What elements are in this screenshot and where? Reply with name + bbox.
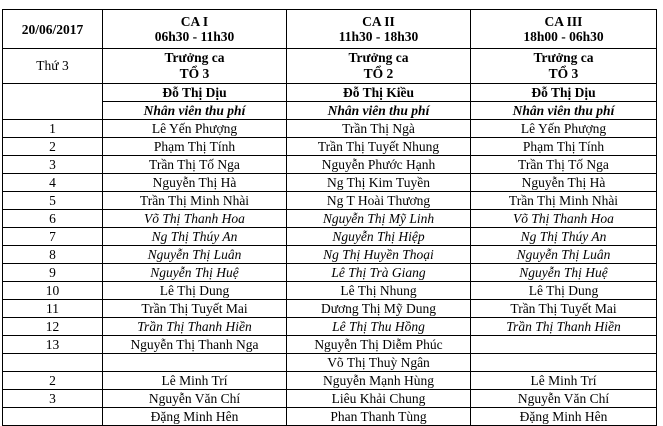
shift-1-staff: Lê Thị Dung: [103, 282, 287, 300]
shift-3-lead-label: Trưởng ca: [533, 50, 594, 65]
row-number: [3, 354, 103, 372]
empty-cell: [3, 84, 103, 102]
shift-3-staff: Nguyễn Văn Chí: [471, 390, 657, 408]
table-row: [3, 138, 657, 156]
shift-3-staff: Ng Thị Thúy An: [471, 228, 657, 246]
shift-2-staff: Nguyễn Mạnh Hùng: [287, 372, 471, 390]
table-row: [3, 318, 657, 336]
shift-1-staff: Nguyễn Thị Luân: [103, 246, 287, 264]
shift-2-staff: Phan Thanh Tùng: [287, 408, 471, 426]
day-cell: Thứ 3: [3, 49, 103, 84]
row-number: 3: [3, 156, 103, 174]
shift-2-team: TỔ 2: [363, 66, 394, 81]
shift-2-staff: Lê Thị Trà Giang: [287, 264, 471, 282]
shift-2-staff: Trần Thị Ngà: [287, 120, 471, 138]
date-cell: 20/06/2017: [3, 10, 103, 49]
shift-3-name: CA III: [544, 14, 583, 29]
shift-1-staff: Trần Thị Thanh Hiền: [103, 318, 287, 336]
shift-2-name: CA II: [362, 14, 395, 29]
shift-2-staff: Lê Thị Thu Hồng: [287, 318, 471, 336]
shift-2-lead: [287, 49, 471, 84]
shift-1-staff: Nguyễn Thị Huệ: [103, 264, 287, 282]
table-row: [3, 264, 657, 282]
shift-3-staff: Lê Minh Trí: [471, 372, 657, 390]
shift-2-staff: Trần Thị Tuyết Nhung: [287, 138, 471, 156]
shift-1-staff: Lê Minh Trí: [103, 372, 287, 390]
shift-2-lead-name: Đỗ Thị Kiều: [287, 84, 471, 102]
shift-3-staff: [471, 336, 657, 354]
shift-1-staff-label: Nhân viên thu phí: [103, 102, 287, 120]
shift-1-staff: Ng Thị Thúy An: [103, 228, 287, 246]
table-row: [3, 192, 657, 210]
row-number: 3: [3, 390, 103, 408]
row-number: 2: [3, 138, 103, 156]
staff-label-row: [3, 102, 657, 120]
shift-schedule-table: [2, 9, 657, 426]
shift-3-staff: Trần Thị Thanh Hiền: [471, 318, 657, 336]
row-number: 4: [3, 174, 103, 192]
shift-3-staff: Trần Thị Tuyết Mai: [471, 300, 657, 318]
shift-2-staff: Võ Thị Thuỳ Ngân: [287, 354, 471, 372]
shift-3-staff-label: Nhân viên thu phí: [471, 102, 657, 120]
row-number: 11: [3, 300, 103, 318]
shift-2-lead-label: Trưởng ca: [348, 50, 409, 65]
shift-header-row: [3, 10, 657, 49]
shift-3-lead: [471, 49, 657, 84]
shift-1-staff: [103, 354, 287, 372]
table-row: [3, 372, 657, 390]
shift-1-staff: Võ Thị Thanh Hoa: [103, 210, 287, 228]
shift-2-time: 11h30 - 18h30: [338, 29, 419, 44]
shift-1-staff: Trần Thị Minh Nhài: [103, 192, 287, 210]
shift-1-lead: [103, 49, 287, 84]
shift-3-staff: Trần Thị Minh Nhài: [471, 192, 657, 210]
shift-1-time: 06h30 - 11h30: [154, 29, 235, 44]
shift-3-time: 18h00 - 06h30: [523, 29, 604, 44]
shift-3-staff: Đặng Minh Hên: [471, 408, 657, 426]
shift-2-staff: Nguyễn Phước Hạnh: [287, 156, 471, 174]
shift-3-staff: Võ Thị Thanh Hoa: [471, 210, 657, 228]
shift-1-staff: Đặng Minh Hên: [103, 408, 287, 426]
shift-2-staff: Dương Thị Mỹ Dung: [287, 300, 471, 318]
shift-3-header: [471, 10, 657, 49]
table-row: [3, 246, 657, 264]
shift-1-lead-name: Đỗ Thị Dịu: [103, 84, 287, 102]
table-row: [3, 156, 657, 174]
row-number: 6: [3, 210, 103, 228]
shift-3-staff: Phạm Thị Tính: [471, 138, 657, 156]
row-number: 12: [3, 318, 103, 336]
table-row: [3, 354, 657, 372]
lead-row: [3, 49, 657, 84]
shift-1-team: TỔ 3: [179, 66, 210, 81]
row-number: 10: [3, 282, 103, 300]
table-row: [3, 282, 657, 300]
shift-1-staff: Nguyễn Thị Hà: [103, 174, 287, 192]
shift-1-staff: Lê Yến Phượng: [103, 120, 287, 138]
shift-2-staff: Ng Thị Kim Tuyền: [287, 174, 471, 192]
table-row: [3, 300, 657, 318]
shift-2-header: [287, 10, 471, 49]
shift-1-lead-label: Trưởng ca: [164, 50, 225, 65]
row-number: 5: [3, 192, 103, 210]
row-number: 9: [3, 264, 103, 282]
shift-2-staff: Ng T Hoài Thương: [287, 192, 471, 210]
shift-3-staff: Lê Yến Phượng: [471, 120, 657, 138]
row-number: [3, 408, 103, 426]
shift-2-staff-label: Nhân viên thu phí: [287, 102, 471, 120]
shift-2-staff: Ng Thị Huyền Thoại: [287, 246, 471, 264]
shift-1-staff: Trần Thị Tố Nga: [103, 156, 287, 174]
shift-1-staff: Nguyễn Thị Thanh Nga: [103, 336, 287, 354]
row-number: 8: [3, 246, 103, 264]
shift-1-header: [103, 10, 287, 49]
table-row: [3, 336, 657, 354]
empty-cell: [3, 102, 103, 120]
shift-3-team: TỔ 3: [548, 66, 579, 81]
shift-2-staff: Liêu Khải Chung: [287, 390, 471, 408]
table-row: [3, 210, 657, 228]
shift-3-staff: [471, 354, 657, 372]
row-number: 1: [3, 120, 103, 138]
row-number: 2: [3, 372, 103, 390]
lead-name-row: [3, 84, 657, 102]
shift-1-staff: Phạm Thị Tính: [103, 138, 287, 156]
shift-3-staff: Nguyễn Thị Hà: [471, 174, 657, 192]
shift-1-staff: Nguyễn Văn Chí: [103, 390, 287, 408]
shift-2-staff: Nguyễn Thị Diễm Phúc: [287, 336, 471, 354]
table-row: [3, 120, 657, 138]
row-number: 7: [3, 228, 103, 246]
table-row: [3, 228, 657, 246]
table-row: [3, 390, 657, 408]
shift-2-staff: Nguyễn Thị Mỹ Linh: [287, 210, 471, 228]
shift-2-staff: Nguyễn Thị Hiệp: [287, 228, 471, 246]
shift-3-lead-name: Đỗ Thị Dịu: [471, 84, 657, 102]
table-row: [3, 408, 657, 426]
shift-2-staff: Lê Thị Nhung: [287, 282, 471, 300]
shift-1-staff: Trần Thị Tuyết Mai: [103, 300, 287, 318]
shift-3-staff: Trần Thị Tố Nga: [471, 156, 657, 174]
table-row: [3, 174, 657, 192]
shift-3-staff: Nguyễn Thị Luân: [471, 246, 657, 264]
shift-3-staff: Lê Thị Dung: [471, 282, 657, 300]
shift-1-name: CA I: [180, 14, 209, 29]
shift-3-staff: Nguyễn Thị Huệ: [471, 264, 657, 282]
row-number: 13: [3, 336, 103, 354]
